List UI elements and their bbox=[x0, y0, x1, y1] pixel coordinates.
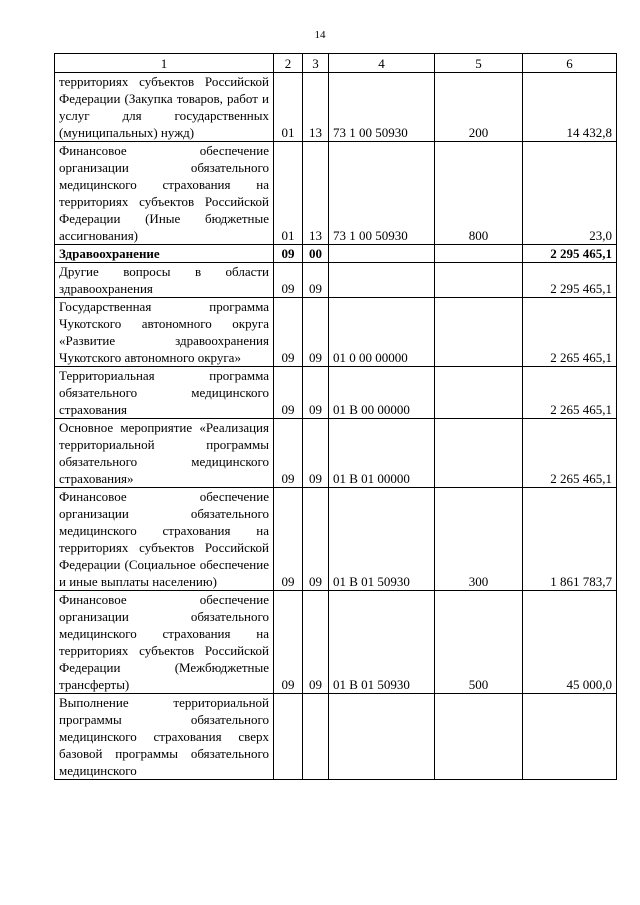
table-row bbox=[55, 488, 617, 591]
target-article-cell: 01 0 00 00000 bbox=[329, 298, 435, 367]
item-name-cell: Выполнение территориальной программы обязательного медицинского страхования сверх базовой программы обязательного медицинского bbox=[55, 694, 274, 780]
target-article-cell: 73 1 00 50930 bbox=[329, 73, 435, 142]
amount-cell: 1 861 783,7 bbox=[523, 488, 617, 591]
section-code-cell: 09 bbox=[274, 488, 303, 591]
item-name-cell: Другие вопросы в области здравоохранения bbox=[55, 263, 274, 298]
section-code-cell: 09 bbox=[274, 245, 303, 263]
expense-type-cell: 800 bbox=[435, 142, 523, 245]
table-row bbox=[55, 263, 617, 298]
expense-type-cell bbox=[435, 694, 523, 780]
table-row bbox=[55, 142, 617, 245]
amount-cell: 2 295 465,1 bbox=[523, 245, 617, 263]
column-header: 2 bbox=[274, 54, 303, 73]
item-name-cell: территориях субъектов Российской Федерации (Закупка товаров, работ и услуг для государственных (муниципальных) нужд) bbox=[55, 73, 274, 142]
target-article-cell bbox=[329, 263, 435, 298]
expense-type-cell bbox=[435, 263, 523, 298]
expense-type-cell bbox=[435, 419, 523, 488]
subsection-code-cell: 13 bbox=[303, 73, 329, 142]
table-row bbox=[55, 298, 617, 367]
column-header: 5 bbox=[435, 54, 523, 73]
section-code-cell: 09 bbox=[274, 263, 303, 298]
section-code-cell: 09 bbox=[274, 419, 303, 488]
expense-type-cell bbox=[435, 298, 523, 367]
expense-type-cell: 500 bbox=[435, 591, 523, 694]
subsection-code-cell: 00 bbox=[303, 245, 329, 263]
subsection-code-cell: 13 bbox=[303, 142, 329, 245]
section-code-cell bbox=[274, 694, 303, 780]
subsection-code-cell: 09 bbox=[303, 263, 329, 298]
amount-cell: 2 295 465,1 bbox=[523, 263, 617, 298]
target-article-cell: 01 В 01 50930 bbox=[329, 591, 435, 694]
expense-type-cell: 200 bbox=[435, 73, 523, 142]
subsection-code-cell bbox=[303, 694, 329, 780]
item-name-cell: Государственная программа Чукотского автономного округа «Развитие здравоохранения Чукотского автономного округа» bbox=[55, 298, 274, 367]
table-row bbox=[55, 694, 617, 780]
column-header: 3 bbox=[303, 54, 329, 73]
budget-table bbox=[54, 53, 617, 780]
table-row bbox=[55, 245, 617, 263]
item-name-cell: Финансовое обеспечение организации обязательного медицинского страхования на территориях субъектов Российской Федерации (Социальное обеспечение и иные выплаты населению) bbox=[55, 488, 274, 591]
table-row bbox=[55, 591, 617, 694]
subsection-code-cell: 09 bbox=[303, 488, 329, 591]
target-article-cell bbox=[329, 245, 435, 263]
item-name-cell: Здравоохранение bbox=[55, 245, 274, 263]
section-code-cell: 01 bbox=[274, 73, 303, 142]
section-code-cell: 09 bbox=[274, 591, 303, 694]
column-header: 4 bbox=[329, 54, 435, 73]
item-name-cell: Основное мероприятие «Реализация территориальной программы обязательного медицинского страхования» bbox=[55, 419, 274, 488]
header-row bbox=[55, 54, 617, 73]
target-article-cell: 01 В 00 00000 bbox=[329, 367, 435, 419]
item-name-cell: Территориальная программа обязательного медицинского страхования bbox=[55, 367, 274, 419]
section-code-cell: 01 bbox=[274, 142, 303, 245]
expense-type-cell bbox=[435, 245, 523, 263]
item-name-cell: Финансовое обеспечение организации обязательного медицинского страхования на территориях субъектов Российской Федерации (Межбюджетные трансферты) bbox=[55, 591, 274, 694]
table-row bbox=[55, 367, 617, 419]
amount-cell: 2 265 465,1 bbox=[523, 419, 617, 488]
amount-cell: 14 432,8 bbox=[523, 73, 617, 142]
subsection-code-cell: 09 bbox=[303, 591, 329, 694]
column-header: 6 bbox=[523, 54, 617, 73]
section-code-cell: 09 bbox=[274, 298, 303, 367]
table-row bbox=[55, 419, 617, 488]
column-header: 1 bbox=[55, 54, 274, 73]
amount-cell: 23,0 bbox=[523, 142, 617, 245]
table-row bbox=[55, 73, 617, 142]
amount-cell: 2 265 465,1 bbox=[523, 367, 617, 419]
subsection-code-cell: 09 bbox=[303, 298, 329, 367]
subsection-code-cell: 09 bbox=[303, 367, 329, 419]
amount-cell: 45 000,0 bbox=[523, 591, 617, 694]
page-number: 14 bbox=[314, 29, 326, 41]
item-name-cell: Финансовое обеспечение организации обязательного медицинского страхования на территориях субъектов Российской Федерации (Иные бюджетные ассигнования) bbox=[55, 142, 274, 245]
section-code-cell: 09 bbox=[274, 367, 303, 419]
expense-type-cell bbox=[435, 367, 523, 419]
amount-cell bbox=[523, 694, 617, 780]
target-article-cell: 01 В 01 50930 bbox=[329, 488, 435, 591]
target-article-cell: 01 В 01 00000 bbox=[329, 419, 435, 488]
expense-type-cell: 300 bbox=[435, 488, 523, 591]
target-article-cell bbox=[329, 694, 435, 780]
amount-cell: 2 265 465,1 bbox=[523, 298, 617, 367]
target-article-cell: 73 1 00 50930 bbox=[329, 142, 435, 245]
subsection-code-cell: 09 bbox=[303, 419, 329, 488]
